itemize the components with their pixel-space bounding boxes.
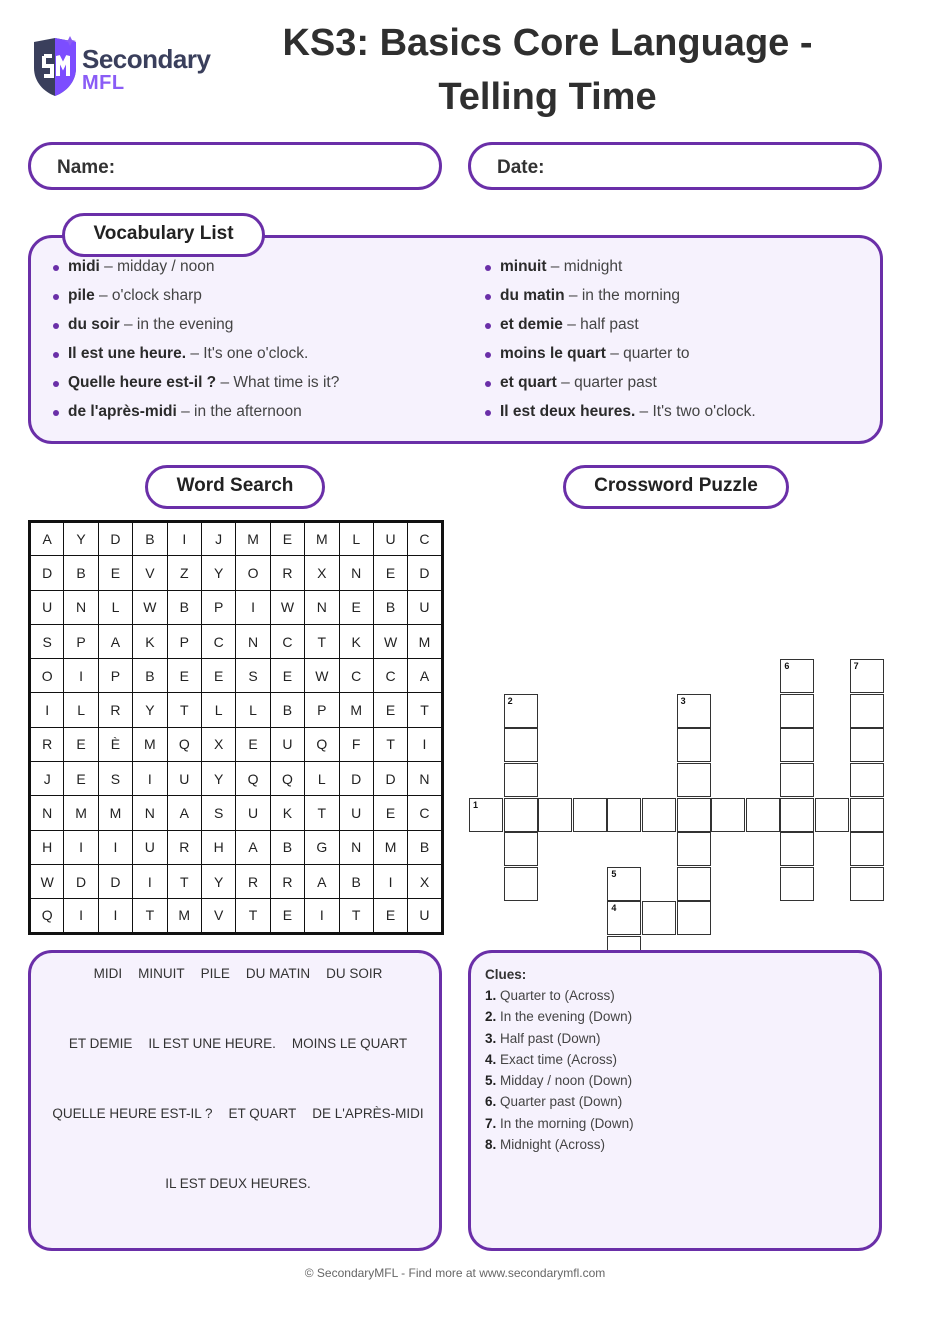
grid-letter[interactable]: W <box>373 624 407 658</box>
grid-letter[interactable]: U <box>408 590 442 624</box>
grid-row <box>30 590 443 624</box>
grid-letter[interactable]: C <box>373 659 407 693</box>
clue-text: Quarter to (Across) <box>496 988 615 1003</box>
grid-letter[interactable]: K <box>339 624 373 658</box>
vocab-item <box>482 401 756 430</box>
crossword-cell[interactable] <box>780 763 814 797</box>
grid-letter[interactable]: U <box>30 590 64 624</box>
grid-letter[interactable]: I <box>133 762 167 796</box>
vocabulary-heading: Vocabulary List <box>62 213 265 257</box>
crossword-cell[interactable] <box>780 798 814 832</box>
grid-letter[interactable]: U <box>167 762 201 796</box>
grid-letter[interactable]: U <box>373 522 407 556</box>
vocab-item <box>482 256 756 285</box>
grid-letter[interactable]: S <box>201 796 235 830</box>
crossword-cell[interactable] <box>607 901 641 935</box>
grid-letter[interactable]: U <box>133 830 167 864</box>
grid-letter[interactable]: A <box>236 830 270 864</box>
vocab-item <box>482 285 756 314</box>
grid-letter[interactable]: B <box>64 556 98 590</box>
logo-text-secondary: Secondary <box>82 44 211 74</box>
crossword-cell[interactable] <box>780 867 814 901</box>
grid-letter[interactable]: Q <box>30 899 64 933</box>
grid-letter[interactable]: M <box>339 693 373 727</box>
grid-letter[interactable]: L <box>305 762 339 796</box>
grid-letter[interactable]: U <box>236 796 270 830</box>
page-title <box>240 16 855 124</box>
grid-letter[interactable]: M <box>167 899 201 933</box>
grid-letter[interactable]: I <box>98 899 132 933</box>
grid-letter[interactable]: C <box>201 624 235 658</box>
crossword-number: 3 <box>680 695 686 706</box>
crossword-cell[interactable] <box>677 694 711 728</box>
grid-letter[interactable]: È <box>98 727 132 761</box>
grid-letter[interactable]: N <box>133 796 167 830</box>
grid-letter[interactable]: Y <box>133 693 167 727</box>
logo <box>30 34 220 100</box>
grid-row <box>30 624 443 658</box>
grid-letter[interactable]: T <box>167 693 201 727</box>
grid-letter[interactable]: T <box>167 864 201 898</box>
grid-row <box>30 556 443 590</box>
crossword-cell[interactable] <box>504 763 538 797</box>
word-search-heading: Word Search <box>145 465 325 509</box>
grid-letter[interactable]: V <box>133 556 167 590</box>
grid-letter[interactable]: Z <box>167 556 201 590</box>
grid-letter[interactable]: A <box>98 624 132 658</box>
grid-letter[interactable]: G <box>305 830 339 864</box>
grid-letter[interactable]: O <box>30 659 64 693</box>
crossword-cell[interactable] <box>850 763 884 797</box>
grid-letter[interactable]: T <box>408 693 442 727</box>
word-list-item: IL EST DEUX HEURES. <box>165 1176 311 1191</box>
grid-letter[interactable]: E <box>339 590 373 624</box>
page-title-line2: Telling Time <box>438 76 657 118</box>
grid-letter[interactable]: K <box>270 796 304 830</box>
grid-letter[interactable]: B <box>133 522 167 556</box>
grid-letter[interactable]: A <box>408 659 442 693</box>
crossword-cell[interactable] <box>677 901 711 935</box>
grid-letter[interactable]: T <box>133 899 167 933</box>
grid-letter[interactable]: N <box>305 590 339 624</box>
clue-text: Midday / noon (Down) <box>496 1073 633 1089</box>
grid-letter[interactable]: B <box>270 830 304 864</box>
grid-letter[interactable]: R <box>236 864 270 898</box>
word-list-item: DU MATIN <box>245 966 311 981</box>
clue-text: In the morning (Down) <box>496 1115 634 1131</box>
grid-letter[interactable]: H <box>201 830 235 864</box>
crossword-cell[interactable] <box>711 798 745 832</box>
vocabulary-list-right <box>482 256 756 430</box>
grid-letter[interactable]: E <box>167 659 201 693</box>
grid-letter[interactable]: U <box>339 796 373 830</box>
vocab-term: du matin <box>500 287 565 304</box>
grid-letter[interactable]: P <box>305 693 339 727</box>
grid-letter[interactable]: T <box>305 624 339 658</box>
grid-letter[interactable]: I <box>408 727 442 761</box>
grid-letter[interactable]: R <box>98 693 132 727</box>
grid-letter[interactable]: Q <box>236 762 270 796</box>
grid-letter[interactable]: M <box>373 830 407 864</box>
vocab-meaning: – It's one o'clock. <box>186 345 309 362</box>
vocab-term: midi <box>68 258 100 275</box>
word-list-item: IL EST UNE HEURE. <box>148 1036 276 1051</box>
clue-item <box>485 1007 634 1028</box>
crossword-cell[interactable] <box>677 798 711 832</box>
clue-number: 1. <box>485 988 497 1003</box>
grid-letter[interactable]: W <box>270 590 304 624</box>
grid-letter[interactable]: I <box>305 899 339 933</box>
word-list-row <box>31 966 445 981</box>
grid-letter[interactable]: V <box>201 899 235 933</box>
word-list-panel <box>28 950 442 1251</box>
vocab-meaning: – half past <box>562 316 639 333</box>
grid-letter[interactable]: Q <box>270 762 304 796</box>
grid-letter[interactable]: I <box>167 522 201 556</box>
vocab-item <box>50 372 339 401</box>
clues-title: Clues: <box>485 967 527 982</box>
grid-letter[interactable]: Y <box>201 556 235 590</box>
grid-letter[interactable]: J <box>30 762 64 796</box>
vocab-item <box>482 372 756 401</box>
word-list-item: MINUIT <box>138 966 185 981</box>
clue-text: Midnight (Across) <box>496 1137 606 1153</box>
grid-letter[interactable]: B <box>373 590 407 624</box>
crossword-cell[interactable] <box>504 798 538 832</box>
grid-letter[interactable]: R <box>30 727 64 761</box>
crossword-cell[interactable] <box>850 867 884 901</box>
grid-letter[interactable]: I <box>64 899 98 933</box>
grid-letter[interactable]: D <box>408 556 442 590</box>
grid-letter[interactable]: P <box>167 624 201 658</box>
crossword-cell[interactable] <box>642 798 676 832</box>
grid-letter[interactable]: Q <box>167 727 201 761</box>
name-field[interactable] <box>28 142 442 190</box>
vocab-term: Il est deux heures. <box>500 403 636 420</box>
crossword-cell[interactable] <box>850 728 884 762</box>
clue-number: 7. <box>485 1115 497 1131</box>
word-list-item: DU SOIR <box>326 966 383 981</box>
vocab-term: Il est une heure. <box>68 345 187 362</box>
grid-letter[interactable]: L <box>64 693 98 727</box>
grid-letter[interactable]: H <box>30 830 64 864</box>
grid-letter[interactable]: U <box>270 727 304 761</box>
word-list-item: PILE <box>200 966 230 981</box>
grid-letter[interactable]: D <box>64 864 98 898</box>
grid-letter[interactable]: E <box>373 796 407 830</box>
grid-letter[interactable]: L <box>339 522 373 556</box>
vocab-term: Quelle heure est-il ? <box>68 374 217 391</box>
grid-letter[interactable]: E <box>270 659 304 693</box>
crossword-cell[interactable] <box>607 867 641 901</box>
grid-letter[interactable]: B <box>167 590 201 624</box>
crossword-cell[interactable] <box>504 832 538 866</box>
grid-letter[interactable]: L <box>98 590 132 624</box>
grid-letter[interactable]: E <box>373 693 407 727</box>
grid-letter[interactable]: N <box>64 590 98 624</box>
vocab-meaning: – o'clock sharp <box>94 287 202 304</box>
grid-letter[interactable]: N <box>30 796 64 830</box>
vocab-term: moins le quart <box>500 345 606 362</box>
grid-letter[interactable]: W <box>30 864 64 898</box>
clue-number: 3. <box>485 1030 497 1046</box>
grid-letter[interactable]: Y <box>201 762 235 796</box>
grid-letter[interactable]: N <box>339 556 373 590</box>
grid-letter[interactable]: N <box>408 762 442 796</box>
crossword-cell[interactable] <box>850 659 884 693</box>
clue-item <box>485 1114 634 1135</box>
crossword-cell[interactable] <box>607 798 641 832</box>
vocab-item <box>482 343 756 372</box>
grid-letter[interactable]: N <box>236 624 270 658</box>
grid-letter[interactable]: C <box>408 522 442 556</box>
grid-row <box>30 659 443 693</box>
vocab-meaning: – in the morning <box>564 287 681 304</box>
grid-row <box>30 762 443 796</box>
word-list-row <box>31 1106 445 1121</box>
grid-letter[interactable]: E <box>373 556 407 590</box>
grid-row <box>30 899 443 933</box>
clue-number: 5. <box>485 1073 497 1089</box>
grid-letter[interactable]: E <box>270 522 304 556</box>
crossword-number: 1 <box>473 799 479 810</box>
crossword-cell[interactable] <box>504 867 538 901</box>
grid-letter[interactable]: B <box>270 693 304 727</box>
grid-letter[interactable]: I <box>64 659 98 693</box>
grid-letter[interactable]: E <box>373 899 407 933</box>
word-search-grid <box>28 520 444 935</box>
grid-letter[interactable]: A <box>167 796 201 830</box>
word-list-item: ET QUART <box>228 1106 297 1121</box>
vocab-item <box>50 285 339 314</box>
grid-letter[interactable]: P <box>64 624 98 658</box>
crossword-number: 2 <box>507 695 513 706</box>
crossword-cell[interactable] <box>780 659 814 693</box>
grid-letter[interactable]: I <box>133 864 167 898</box>
grid-letter[interactable]: E <box>201 659 235 693</box>
clue-text: Half past (Down) <box>496 1030 601 1046</box>
grid-letter[interactable]: E <box>98 556 132 590</box>
grid-letter[interactable]: O <box>236 556 270 590</box>
grid-letter[interactable]: B <box>408 830 442 864</box>
clue-number: 2. <box>485 1009 497 1025</box>
word-list-item: ET DEMIE <box>68 1036 133 1051</box>
vocab-term: minuit <box>500 258 547 275</box>
crossword-cell[interactable] <box>677 728 711 762</box>
vocab-meaning: – quarter past <box>556 374 657 391</box>
clue-item <box>485 1092 634 1113</box>
clue-item <box>485 1135 634 1156</box>
logo-shield-icon <box>30 34 80 100</box>
grid-letter[interactable]: D <box>373 762 407 796</box>
logo-text-mfl: MFL <box>82 72 125 94</box>
grid-letter[interactable]: Q <box>305 727 339 761</box>
grid-letter[interactable]: M <box>133 727 167 761</box>
crossword-cell[interactable] <box>642 901 676 935</box>
crossword-cell[interactable] <box>815 798 849 832</box>
grid-letter[interactable]: M <box>305 522 339 556</box>
vocab-meaning: – It's two o'clock. <box>635 403 756 420</box>
crossword-number: 5 <box>611 868 617 879</box>
grid-letter[interactable]: D <box>30 556 64 590</box>
grid-letter[interactable]: E <box>236 727 270 761</box>
clues-panel <box>468 950 882 1251</box>
grid-letter[interactable]: R <box>167 830 201 864</box>
grid-row <box>30 522 443 556</box>
grid-letter[interactable]: S <box>236 659 270 693</box>
vocab-item <box>50 256 339 285</box>
grid-letter[interactable]: I <box>64 830 98 864</box>
vocab-meaning: – midday / noon <box>99 258 215 275</box>
grid-letter[interactable]: M <box>236 522 270 556</box>
clue-item <box>485 1071 634 1092</box>
grid-letter[interactable]: S <box>98 762 132 796</box>
grid-letter[interactable]: D <box>98 864 132 898</box>
grid-letter[interactable]: I <box>236 590 270 624</box>
clue-number: 6. <box>485 1094 497 1110</box>
grid-letter[interactable]: P <box>201 590 235 624</box>
grid-row <box>30 864 443 898</box>
crossword-cell[interactable] <box>780 694 814 728</box>
clue-text: Exact time (Across) <box>496 1051 618 1067</box>
vocab-meaning: – What time is it? <box>216 374 340 391</box>
vocab-term: pile <box>68 287 95 304</box>
grid-letter[interactable]: A <box>30 522 64 556</box>
grid-letter[interactable]: M <box>64 796 98 830</box>
vocab-item <box>50 314 339 343</box>
crossword-cell[interactable] <box>504 728 538 762</box>
crossword-cell[interactable] <box>850 832 884 866</box>
crossword-cell[interactable] <box>780 832 814 866</box>
grid-letter[interactable]: T <box>339 899 373 933</box>
clue-number: 8. <box>485 1137 497 1153</box>
vocab-term: et quart <box>500 374 557 391</box>
grid-letter[interactable]: J <box>201 522 235 556</box>
crossword-cell[interactable] <box>538 798 572 832</box>
crossword-number: 4 <box>611 903 617 914</box>
clue-text: Quarter past (Down) <box>496 1094 623 1110</box>
grid-letter[interactable]: X <box>408 864 442 898</box>
crossword-cell[interactable] <box>746 798 780 832</box>
crossword-cell[interactable] <box>469 798 503 832</box>
crossword-cell[interactable] <box>504 694 538 728</box>
page-title-line1: KS3: Basics Core Language - <box>282 22 813 64</box>
grid-letter[interactable]: F <box>339 727 373 761</box>
crossword-number: 6 <box>784 661 790 672</box>
vocab-meaning: – midnight <box>546 258 623 275</box>
word-list-row <box>31 1036 445 1051</box>
vocab-term: et demie <box>500 316 563 333</box>
crossword-cell[interactable] <box>573 798 607 832</box>
crossword-cell[interactable] <box>677 763 711 797</box>
word-list-item: MIDI <box>93 966 123 981</box>
clue-item <box>485 1050 634 1071</box>
word-list-row <box>31 1176 445 1191</box>
grid-letter[interactable]: D <box>339 762 373 796</box>
grid-letter[interactable]: L <box>236 693 270 727</box>
grid-letter[interactable]: P <box>98 659 132 693</box>
grid-letter[interactable]: E <box>64 727 98 761</box>
vocab-item <box>50 343 339 372</box>
word-list-item: QUELLE HEURE EST-IL ? <box>52 1106 213 1121</box>
date-field[interactable] <box>468 142 882 190</box>
grid-letter[interactable]: M <box>98 796 132 830</box>
grid-letter[interactable]: C <box>408 796 442 830</box>
word-list-item: MOINS LE QUART <box>291 1036 408 1051</box>
grid-letter[interactable]: I <box>98 830 132 864</box>
grid-row <box>30 796 443 830</box>
grid-letter[interactable]: A <box>305 864 339 898</box>
grid-letter[interactable]: Y <box>64 522 98 556</box>
footer: © SecondaryMFL - Find more at www.secondarymfl.com <box>304 1266 606 1280</box>
vocab-term: du soir <box>68 316 120 333</box>
grid-row <box>30 830 443 864</box>
grid-letter[interactable]: B <box>339 864 373 898</box>
grid-letter[interactable]: T <box>305 796 339 830</box>
grid-letter[interactable]: D <box>98 522 132 556</box>
grid-letter[interactable]: K <box>133 624 167 658</box>
grid-letter[interactable]: N <box>339 830 373 864</box>
vocabulary-list-left <box>50 256 339 430</box>
crossword-cell[interactable] <box>780 728 814 762</box>
grid-letter[interactable]: U <box>408 899 442 933</box>
grid-letter[interactable]: X <box>201 727 235 761</box>
grid-letter[interactable]: E <box>64 762 98 796</box>
crossword-cell[interactable] <box>850 798 884 832</box>
crossword-heading: Crossword Puzzle <box>563 465 789 509</box>
crossword-cell[interactable] <box>677 832 711 866</box>
clue-number: 4. <box>485 1051 497 1067</box>
grid-letter[interactable]: S <box>30 624 64 658</box>
grid-letter[interactable]: X <box>305 556 339 590</box>
grid-letter[interactable]: T <box>373 727 407 761</box>
vocab-item <box>50 401 339 430</box>
grid-letter[interactable]: C <box>270 624 304 658</box>
clue-item <box>485 986 634 1007</box>
clue-text: In the evening (Down) <box>496 1009 633 1025</box>
crossword-cell[interactable] <box>677 867 711 901</box>
vocab-meaning: – in the evening <box>119 316 234 333</box>
grid-letter[interactable]: I <box>373 864 407 898</box>
grid-letter[interactable]: R <box>270 556 304 590</box>
grid-row <box>30 693 443 727</box>
grid-letter[interactable]: W <box>305 659 339 693</box>
grid-letter[interactable]: M <box>408 624 442 658</box>
clue-item <box>485 1029 634 1050</box>
grid-letter[interactable]: W <box>133 590 167 624</box>
crossword-number: 7 <box>853 661 859 672</box>
grid-letter[interactable]: Y <box>201 864 235 898</box>
grid-letter[interactable]: R <box>270 864 304 898</box>
grid-letter[interactable]: I <box>30 693 64 727</box>
date-label: Date: <box>497 157 545 178</box>
grid-letter[interactable]: C <box>339 659 373 693</box>
vocab-meaning: – in the afternoon <box>176 403 302 420</box>
grid-row <box>30 727 443 761</box>
vocab-meaning: – quarter to <box>605 345 690 362</box>
grid-letter[interactable]: L <box>201 693 235 727</box>
crossword-cell[interactable] <box>850 694 884 728</box>
grid-letter[interactable]: T <box>236 899 270 933</box>
grid-letter[interactable]: B <box>133 659 167 693</box>
vocab-item <box>482 314 756 343</box>
clue-list <box>485 986 634 1156</box>
grid-letter[interactable]: E <box>270 899 304 933</box>
name-label: Name: <box>57 157 116 178</box>
word-list-item: DE L'APRÈS-MIDI <box>312 1106 424 1121</box>
vocab-term: de l'après-midi <box>68 403 177 420</box>
